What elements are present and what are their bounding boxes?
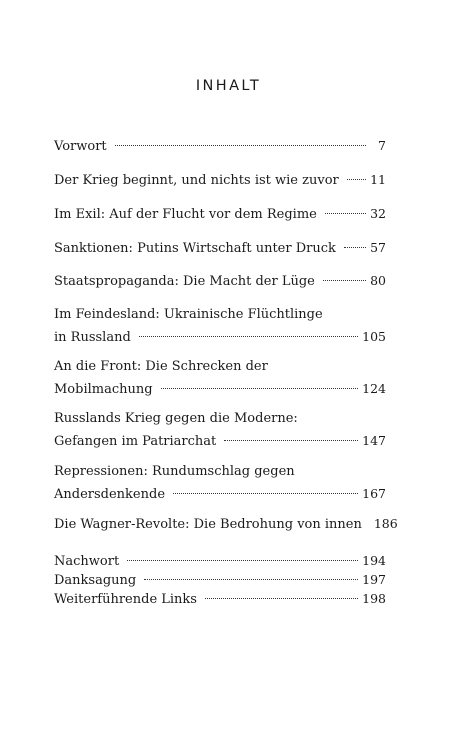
toc-entry-line bbox=[54, 483, 386, 505]
toc-entry-krieg-beginnt[interactable] bbox=[54, 169, 386, 191]
toc-page-number: 186 bbox=[373, 516, 398, 531]
dot-leader bbox=[139, 336, 358, 337]
toc-entry-title: Staatspropaganda: Die Macht der Lüge bbox=[54, 274, 315, 289]
toc-entry-line bbox=[54, 326, 386, 348]
toc-entry-line bbox=[54, 588, 386, 610]
toc-entry-title: Repressionen: Rundumschlag gegen bbox=[54, 464, 295, 479]
dot-leader bbox=[344, 247, 366, 248]
toc-title: INHALT bbox=[195, 78, 262, 94]
dot-leader bbox=[144, 579, 358, 580]
toc-entry-title-continued: Gefangen im Patriarchat bbox=[54, 434, 217, 449]
toc-page-number: 198 bbox=[362, 591, 386, 606]
toc-entry-sanktionen[interactable] bbox=[54, 237, 386, 259]
toc-entry-exil[interactable] bbox=[54, 203, 386, 225]
dot-leader bbox=[323, 280, 366, 281]
toc-entry-moderne[interactable] bbox=[54, 408, 386, 452]
toc-entry-title-continued: Mobilmachung bbox=[54, 382, 153, 397]
table-of-contents bbox=[54, 0, 398, 750]
toc-page-number: 57 bbox=[370, 240, 386, 255]
toc-entry-line bbox=[54, 203, 386, 225]
toc-entry-title: Der Krieg beginnt, und nichts ist wie zuvor bbox=[54, 173, 339, 188]
toc-entry-title: Danksagung bbox=[54, 573, 137, 588]
toc-entry-line bbox=[54, 430, 386, 452]
toc-page-number: 147 bbox=[362, 433, 386, 448]
dot-leader bbox=[224, 440, 358, 441]
toc-entry-staatspropaganda[interactable] bbox=[54, 270, 386, 292]
toc-page-number: 124 bbox=[362, 381, 386, 396]
toc-entry-line bbox=[54, 169, 386, 191]
toc-entry-repressionen[interactable] bbox=[54, 461, 386, 505]
dot-leader bbox=[325, 213, 366, 214]
toc-entry-title: Nachwort bbox=[54, 554, 120, 569]
toc-entry-line bbox=[54, 270, 386, 292]
toc-entry-vorwort[interactable] bbox=[54, 135, 386, 157]
toc-entry-line bbox=[54, 237, 386, 259]
toc-entry-wagner[interactable] bbox=[54, 513, 398, 535]
toc-page-number: 167 bbox=[362, 486, 386, 501]
dot-leader bbox=[173, 493, 358, 494]
toc-entry-title: An die Front: Die Schrecken der bbox=[54, 359, 268, 374]
toc-page-number: 197 bbox=[362, 572, 386, 587]
toc-entry-line bbox=[54, 513, 398, 535]
toc-entry-title: Russlands Krieg gegen die Moderne: bbox=[54, 411, 298, 426]
toc-entry-feindesland[interactable] bbox=[54, 304, 386, 348]
toc-page-number: 194 bbox=[362, 553, 386, 568]
toc-page-number: 105 bbox=[362, 329, 386, 344]
toc-entry-line bbox=[54, 378, 386, 400]
dot-leader bbox=[161, 388, 359, 389]
toc-entry-line bbox=[54, 135, 386, 157]
toc-entry-title: Sanktionen: Putins Wirtschaft unter Druck bbox=[54, 241, 336, 256]
toc-entry-front[interactable] bbox=[54, 356, 386, 400]
dot-leader bbox=[205, 598, 358, 599]
toc-page-number: 7 bbox=[378, 138, 386, 153]
toc-entry-title: Weiterführende Links bbox=[54, 592, 197, 607]
toc-page-number: 32 bbox=[370, 206, 386, 221]
toc-page-number: 80 bbox=[370, 273, 386, 288]
dot-leader bbox=[115, 145, 366, 146]
toc-entry-title: Die Wagner-Revolte: Die Bedrohung von innen bbox=[54, 517, 362, 532]
toc-entry-title-continued: Andersdenkende bbox=[54, 487, 166, 502]
toc-entry-title: Im Feindesland: Ukrainische Flüchtlinge bbox=[54, 307, 323, 322]
dot-leader bbox=[127, 560, 358, 561]
toc-entry-title: Im Exil: Auf der Flucht vor dem Regime bbox=[54, 207, 317, 222]
toc-page-number: 11 bbox=[370, 172, 386, 187]
toc-entry-links[interactable] bbox=[54, 588, 386, 610]
dot-leader bbox=[347, 179, 366, 180]
toc-entry-title: Vorwort bbox=[54, 139, 107, 154]
toc-entry-title-continued: in Russland bbox=[54, 330, 131, 345]
